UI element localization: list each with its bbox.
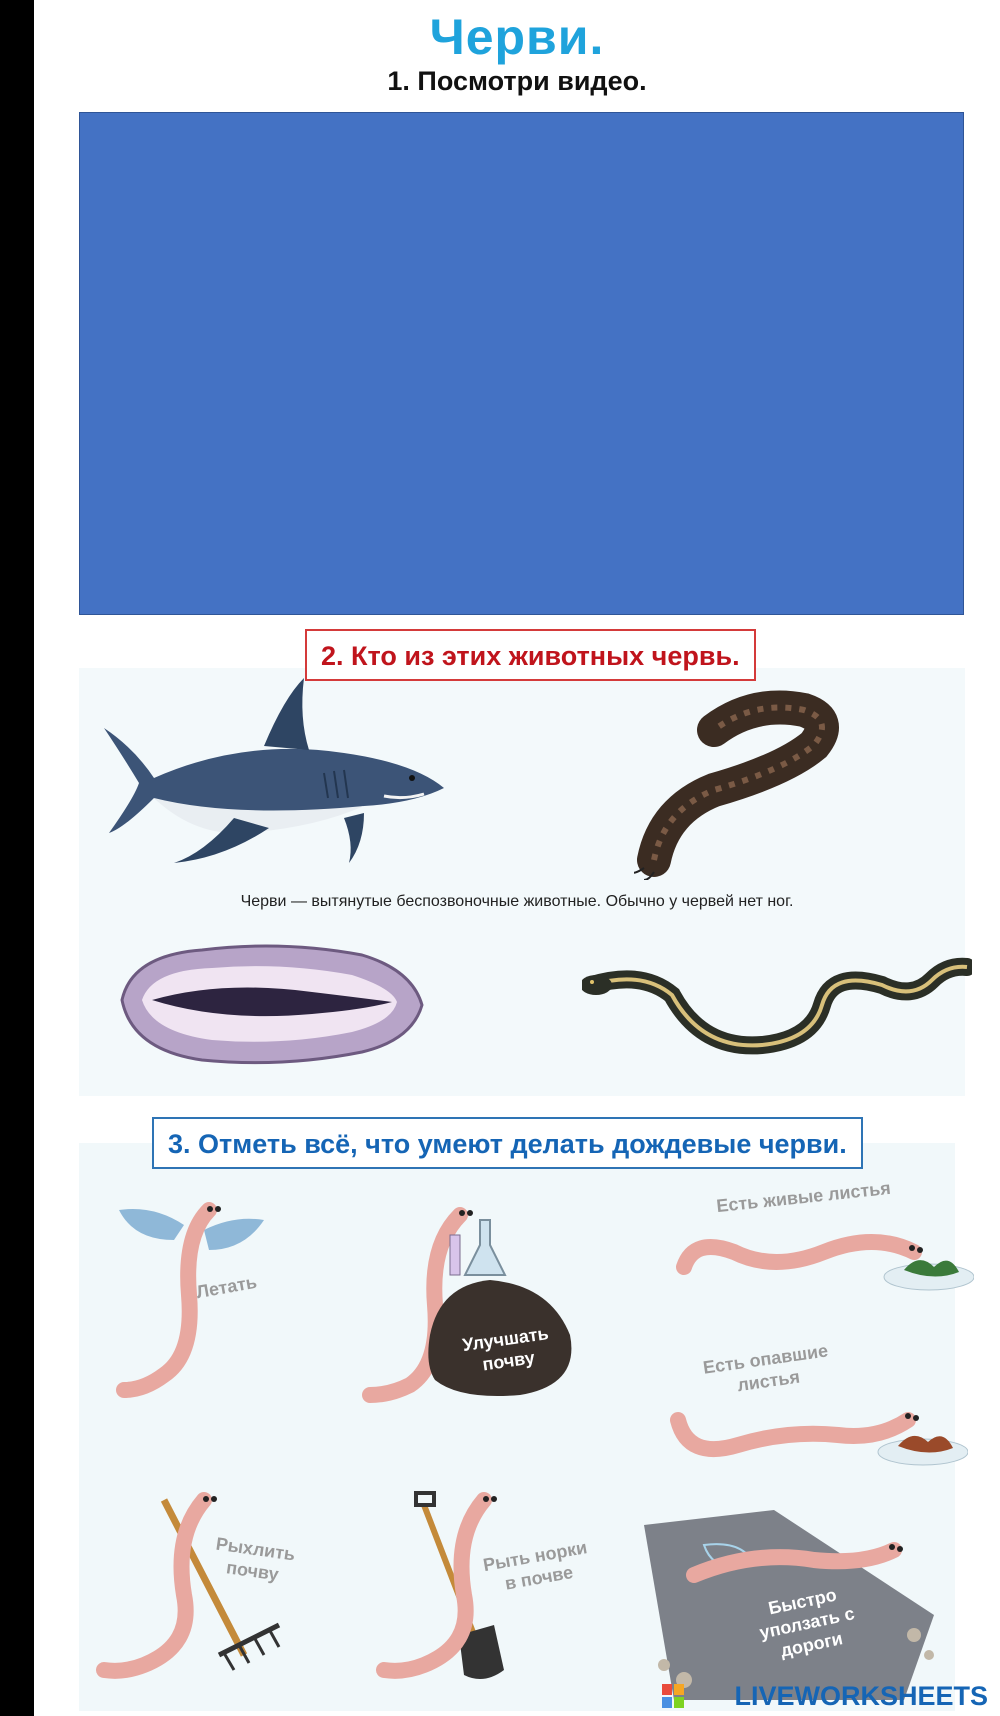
ability-fly-label: Летать — [194, 1271, 259, 1303]
loosen-soil-image[interactable] — [84, 1485, 304, 1685]
eat-live-leaves-image[interactable] — [674, 1212, 974, 1302]
ability-eat-live-leaves-label: Есть живые листья — [715, 1177, 892, 1217]
millipede-image[interactable] — [634, 690, 904, 880]
snake-body — [592, 967, 967, 1046]
millipede-body — [654, 708, 822, 861]
worksheet-page — [34, 0, 1000, 1716]
improve-soil-image[interactable] — [350, 1195, 590, 1410]
task2-heading: 2. Кто из этих животных червь. — [305, 629, 756, 681]
worm-definition: Черви — вытянутые беспозвоночные животные. Обычно у червей нет ног. — [240, 893, 794, 910]
page-title: Черви. — [429, 9, 605, 65]
video-placeholder[interactable] — [79, 112, 964, 615]
shark-fin — [264, 678, 309, 750]
ability-loosen-soil-label: Рыхлить почву — [214, 1533, 297, 1585]
liveworksheets-logo[interactable]: LIVEWORKSHEETS — [734, 1681, 988, 1711]
snake-image[interactable] — [582, 955, 972, 1075]
ability-dig-burrows-label: Рыть норки в почве — [481, 1537, 589, 1594]
task3-heading: 3. Отметь всё, что умеют делать дождевые черви. — [152, 1117, 863, 1169]
liveworksheets-logo-icon — [662, 1684, 684, 1708]
ability-eat-fallen-leaves-label: Есть опавшие листья — [701, 1340, 830, 1396]
flying-worm-image[interactable] — [114, 1195, 264, 1405]
ability-improve-soil-label: Улучшать почву — [461, 1323, 550, 1375]
flatworm-image[interactable] — [112, 940, 432, 1070]
ability-crawl-off-road-label: Быстро уползать с дороги — [757, 1584, 857, 1661]
task1-heading: 1. Посмотри видео. — [387, 66, 647, 96]
shark-image[interactable] — [94, 678, 454, 878]
